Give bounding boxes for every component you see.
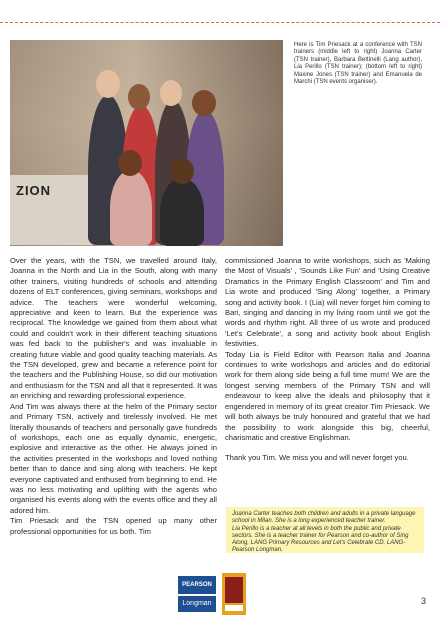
paragraph: Today Lia is Field Editor with Pearson Italia and Joanna continues to write workshops and articles and do editorial work for them along side being a full time mum! We are the longest serving members of the Primary TSN and will endeavour to keep alive the ideals and philosophy that it engendered in memory of its great creator Tim Priesack. We will both always be truly honoured and grateful that we had the possibility to work alongside this big, cheerful, charismatic and creative Englishman. [225, 349, 430, 442]
person-head [192, 90, 216, 116]
paragraph: And Tim was always there at the helm of the Primary sector and Primary TSN, actively and tirelessly involved. He met literally thousands of teachers and personally gave hundreds of workshops, each one as equally dynamic, energetic, explosive and interactive as the other. He always joined in the activities presented in the workshops and loved nothing better than to dance and sing along with teachers. He kept everyone captivated and enthused from beginning to end. He was no less motivating and uplifting with the agents who organised his events along with the events office and they all adored him. [10, 401, 217, 515]
person-figure [160, 178, 204, 246]
article-left-column [10, 256, 217, 537]
closing-paragraph: Thank you Tim. We miss you and will never forget you. [225, 453, 409, 463]
person-figure [110, 170, 152, 246]
bio-joanna: Joanna Carter teaches both children and adults in a private language school in Milan. She is a long experienced teacher trainer. [232, 511, 416, 525]
page-number: 3 [421, 596, 427, 606]
paragraph: Over the years, with the TSN, we travelled around Italy, Joanna in the North and Lia in the South, along with many other trainers, visiting hundreds of schools and attending dozens of ELT conferences, giving seminars, workshops and advice. The teachers were wonderful welcoming, appreciative and keen to learn. But the experience was reciprocal. The knowledge we gained from them about what could and couldn't work in their different teaching situations was fed back to the publisher's and was invaluable in creating future viable and good quality teaching materials. As the TSN developed, grew and became a reference point for the teachers and the Publishing House, so did our motivation and enthusiasm for the TSN and all that it represented. It was an enriching and rewarding professional experience. [10, 256, 217, 401]
longman-wordmark: Longman [178, 596, 216, 612]
paragraph: Tim Priesack and the TSN opened up many other professional opportunities for us both. Tim [10, 516, 217, 536]
author-bio-box [226, 507, 424, 553]
tsn-logo [222, 573, 246, 615]
photo-sign-text: ZION [16, 183, 52, 198]
pearson-longman-logo [178, 576, 216, 612]
article-right-column [225, 256, 430, 464]
person-head [170, 158, 194, 184]
bio-lia: Lia Perillo is a teacher at all levels in both the public and private sectors. She is a teacher trainer for Pearson and co-author of Sing Along, LANG Primary Resources and Let's Celebrate CD, LANG-Pearson Longman. [232, 525, 409, 554]
top-dashed-rule [0, 22, 440, 23]
person-head [118, 150, 142, 176]
pearson-wordmark: PEARSON [178, 576, 216, 594]
tsn-logo-emblem [225, 577, 243, 603]
paragraph: commissioned Joanna to write workshops, such as 'Making the Most of Visuals' , 'Sounds Like Fun' and 'Using Creative Dramatics in the Primary English Classroom' and Tim and Lia wrote and produced 'Sing Along' together, a Primary song and activity book. I (Lia) will never forget him coming to Bari, singing and dancing in my living room until we got the words and rhythm right. All three of us wrote and produced 'Let's Celebrate', a song and activity book about English festivities. [225, 256, 430, 349]
person-head [96, 70, 120, 98]
person-head [160, 80, 182, 106]
photo-caption: Here is Tim Priesack at a conference with TSN trainers (middle left to right) Joanna Carter (TSN trainer), Barbara Bettinelli (Lang author), Lia Perillo (TSN trainer); (bottom left to right) Maxine Jones (TSN trainer) and Emanuela de Marchi (TSN events organiser). [294, 42, 422, 86]
tsn-logo-band [225, 605, 243, 611]
conference-photo [10, 40, 283, 246]
photo-sign [10, 175, 100, 245]
person-head [128, 84, 150, 110]
